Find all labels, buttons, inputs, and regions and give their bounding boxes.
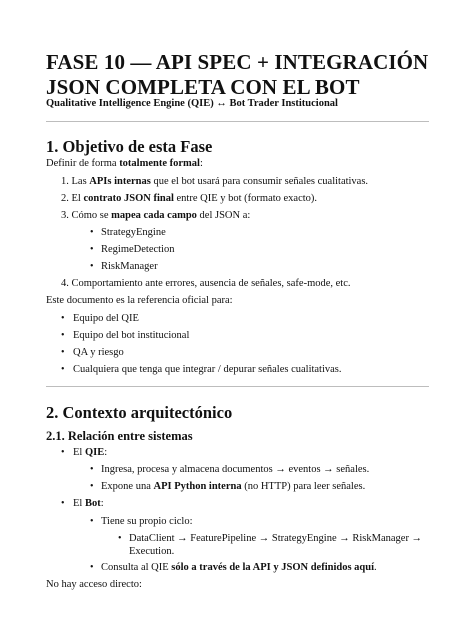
bullet-icon: • <box>61 364 65 375</box>
list-item: Tiene su propio ciclo: <box>101 516 193 527</box>
reference-intro: Este documento es la referencia oficial para: <box>46 295 233 306</box>
list-item: Equipo del bot institucional <box>73 330 190 341</box>
divider <box>46 386 429 387</box>
section-2-1-heading: 2.1. Relación entre sistemas <box>46 429 193 443</box>
list-item-qie: El QIE: <box>73 447 108 458</box>
pipeline-text <box>129 532 422 558</box>
divider <box>46 121 429 122</box>
list-item: RiskManager <box>101 261 158 272</box>
numbered-item: 4. Comportamiento ante errores, ausencia de señales, safe-mode, etc. <box>61 278 351 289</box>
bullet-icon: • <box>61 498 65 509</box>
bullet-icon: • <box>61 313 65 324</box>
bullet-icon: • <box>61 447 65 458</box>
list-item: QA y riesgo <box>73 347 124 358</box>
section-1-heading: 1. Objetivo de esta Fase <box>46 137 213 156</box>
bullet-icon: • <box>61 330 65 341</box>
list-item: Equipo del QIE <box>73 313 139 324</box>
list-item: RegimeDetection <box>101 244 175 255</box>
pipeline-line-1: DataClient → FeaturePipeline → StrategyEngine → RiskManager → <box>129 533 423 544</box>
bullet-icon: • <box>90 261 94 272</box>
bullet-icon: • <box>90 562 94 573</box>
bullet-icon: • <box>118 533 122 544</box>
list-item: StrategyEngine <box>101 227 166 238</box>
document-subtitle: Qualitative Intelligence Engine (QIE) ↔ Bot Trader Institucional <box>46 98 338 109</box>
section-1-intro: Definir de forma totalmente formal: <box>46 158 203 169</box>
no-access-text: No hay acceso directo: <box>46 579 142 590</box>
bullet-icon: • <box>90 464 94 475</box>
section-2-heading: 2. Contexto arquitectónico <box>46 403 233 422</box>
numbered-item: 2. El contrato JSON final entre QIE y bot (formato exacto). <box>61 193 318 204</box>
pipeline-line-2: Execution. <box>129 546 175 557</box>
numbered-item: 3. Cómo se mapea cada campo del JSON a: <box>61 210 251 221</box>
bullet-icon: • <box>61 347 65 358</box>
list-item: Ingresa, procesa y almacena documentos → eventos → señales. <box>101 464 370 475</box>
bullet-icon: • <box>90 244 94 255</box>
title-line-2: JSON COMPLETA CON EL BOT <box>46 75 360 99</box>
list-item-bot: El Bot: <box>73 498 104 509</box>
bullet-icon: • <box>90 227 94 238</box>
numbered-item: 1. Las APIs internas que el bot usará para consumir señales cualitativas. <box>61 176 369 187</box>
list-item: Cualquiera que tenga que integrar / depurar señales cualitativas. <box>73 364 342 375</box>
bullet-icon: • <box>90 516 94 527</box>
list-item: Consulta al QIE sólo a través de la API y JSON definidos aquí. <box>101 562 377 573</box>
title-line-1: FASE 10 — API SPEC + INTEGRACIÓN <box>46 50 429 74</box>
list-item: Expone una API Python interna (no HTTP) para leer señales. <box>101 481 366 492</box>
bullet-icon: • <box>90 481 94 492</box>
document-title <box>46 50 446 100</box>
